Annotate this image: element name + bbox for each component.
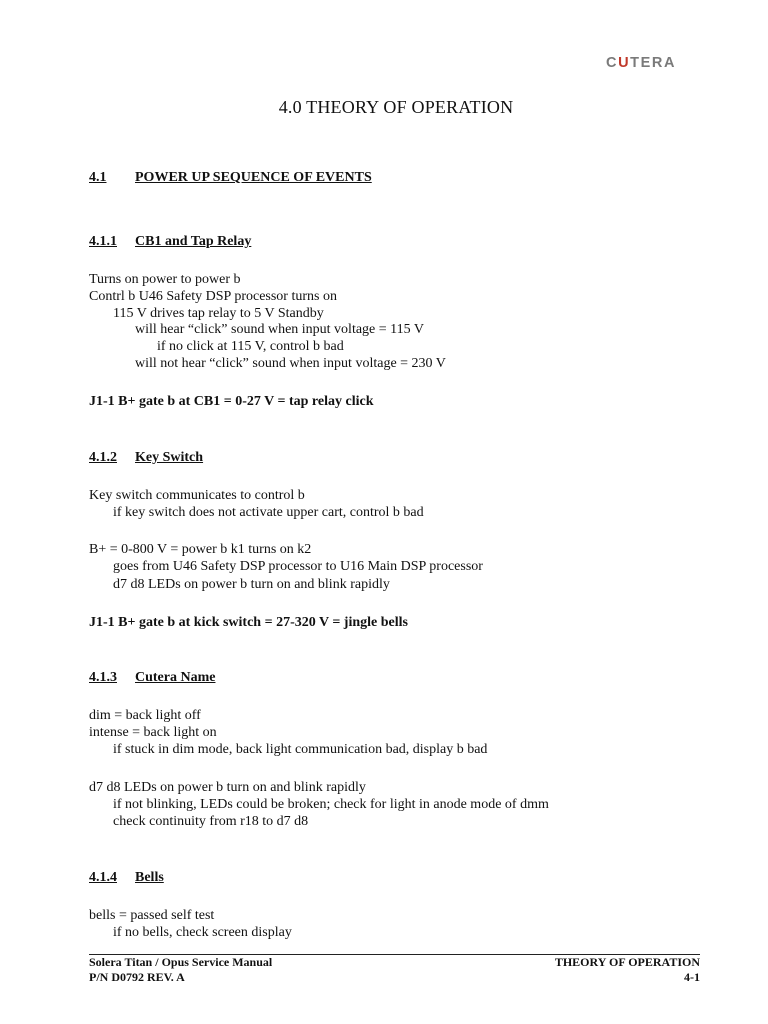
body-line: if key switch does not activate upper cart, control b bad <box>113 505 424 520</box>
section-number-4-1: 4.1 <box>89 170 107 185</box>
body-line: if stuck in dim mode, back light communication bad, display b bad <box>113 742 488 757</box>
section-number-4-1-1: 4.1.1 <box>89 234 117 249</box>
section-title-4-1-3: Cutera Name <box>135 670 216 685</box>
body-line: if no bells, check screen display <box>113 925 292 940</box>
body-line: d7 d8 LEDs on power b turn on and blink rapidly <box>89 780 366 795</box>
section-number-4-1-2: 4.1.2 <box>89 450 117 465</box>
body-line: dim = back light off <box>89 708 201 723</box>
body-line: intense = back light on <box>89 725 217 740</box>
body-line: d7 d8 LEDs on power b turn on and blink rapidly <box>113 577 390 592</box>
section-title-4-1: POWER UP SEQUENCE OF EVENTS <box>135 170 372 185</box>
body-line: B+ = 0-800 V = power b k1 turns on k2 <box>89 542 312 557</box>
bold-measurement-line: J1-1 B+ gate b at CB1 = 0-27 V = tap relay click <box>89 394 374 409</box>
footer-part-number: P/N D0792 REV. A <box>89 970 185 984</box>
body-line: check continuity from r18 to d7 d8 <box>113 814 309 829</box>
body-line: if not blinking, LEDs could be broken; check for light in anode mode of dmm <box>113 797 549 812</box>
body-line: 115 V drives tap relay to 5 V Standby <box>113 306 324 321</box>
section-title-4-1-2: Key Switch <box>135 450 204 465</box>
body-line: if no click at 115 V, control b bad <box>157 339 344 354</box>
section-number-4-1-3: 4.1.3 <box>89 670 117 685</box>
section-title-4-1-1: CB1 and Tap Relay <box>135 234 252 249</box>
body-line: will not hear “click” sound when input voltage = 230 V <box>135 356 446 371</box>
body-line: Turns on power to power b <box>89 272 241 287</box>
footer-manual-title: Solera Titan / Opus Service Manual <box>89 955 273 969</box>
body-line: will hear “click” sound when input voltage = 115 V <box>135 322 424 337</box>
section-number-4-1-4: 4.1.4 <box>89 870 117 885</box>
cutera-logo: CUTERA <box>606 55 677 71</box>
bold-measurement-line: J1-1 B+ gate b at kick switch = 27-320 V = jingle bells <box>89 615 408 630</box>
body-line: goes from U46 Safety DSP processor to U16 Main DSP processor <box>113 559 483 574</box>
body-line: Contrl b U46 Safety DSP processor turns on <box>89 289 337 304</box>
body-line: Key switch communicates to control b <box>89 488 305 503</box>
footer-chapter-title: THEORY OF OPERATION <box>554 955 700 969</box>
page-title: 4.0 THEORY OF OPERATION <box>278 97 514 117</box>
section-title-4-1-4: Bells <box>135 870 164 885</box>
body-line: bells = passed self test <box>89 908 215 923</box>
footer-page-number: 4-1 <box>684 970 700 984</box>
